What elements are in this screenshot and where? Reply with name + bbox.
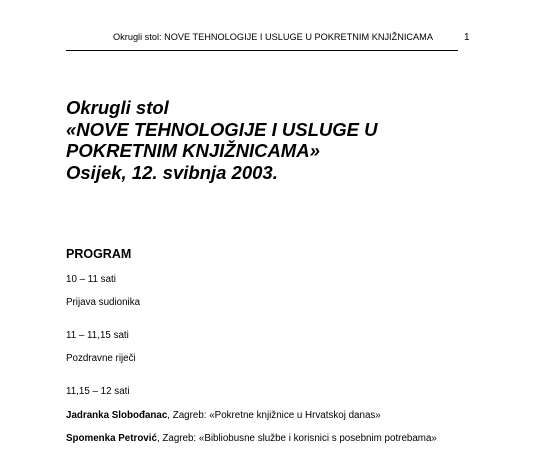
- speaker-entry-1: [66, 410, 381, 422]
- page-number: 1: [464, 32, 470, 43]
- document-title: [66, 97, 377, 183]
- program-item-1: Prijava sudionika: [66, 297, 141, 308]
- title-line-1: Okrugli stol: [66, 97, 169, 118]
- title-line-2: «NOVE TEHNOLOGIJE I USLUGE U: [66, 118, 378, 140]
- running-header: [0, 31, 534, 45]
- title-line-4: Osijek, 12. svibnja 2003.: [66, 161, 278, 183]
- program-time-1: 10 – 11 sati: [66, 274, 116, 285]
- speaker-entry-2: [66, 433, 437, 445]
- title-line-3: POKRETNIM KNJIŽNICAMA»: [66, 140, 320, 161]
- header-rule: [66, 50, 458, 51]
- speaker-detail-2: , Zagreb: «Bibliobusne službe i korisnici s posebnim potrebama»: [156, 433, 437, 444]
- program-heading: PROGRAM: [66, 247, 132, 261]
- speaker-name-1: Jadranka Slobođanac: [66, 410, 168, 421]
- speaker-name-2: Spomenka Petrović: [66, 433, 157, 444]
- running-header-title: Okrugli stol: NOVE TEHNOLOGIJE I USLUGE U POKRETNIM KNJIŽNICAMA: [113, 32, 433, 42]
- program-item-2: Pozdravne riječi: [66, 353, 136, 364]
- program-time-2: 11 – 11,15 sati: [66, 330, 129, 341]
- program-time-3: 11,15 – 12 sati: [66, 386, 130, 397]
- speaker-detail-1: , Zagreb: «Pokretne knjižnice u Hrvatskoj danas»: [167, 410, 381, 421]
